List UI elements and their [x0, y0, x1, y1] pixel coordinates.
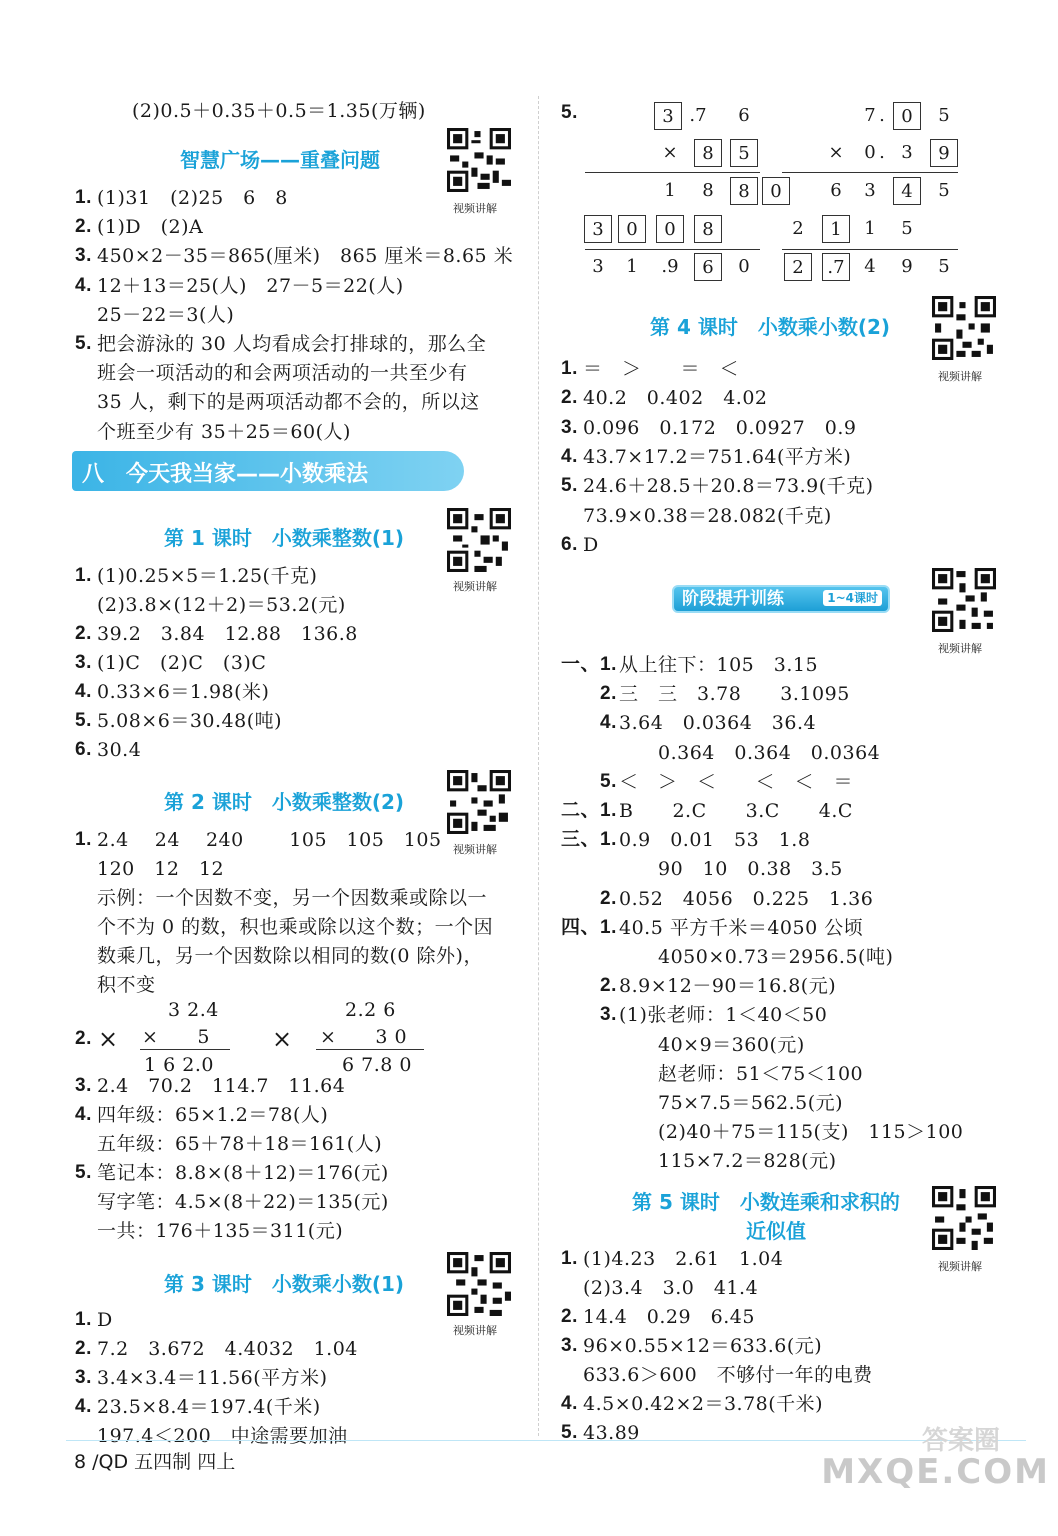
digit: 1 — [864, 218, 876, 239]
answer-line: 30.4 — [97, 739, 142, 761]
q-number: 3. — [561, 1335, 578, 1356]
footer-divider — [66, 1440, 1026, 1441]
qr-code-icon — [932, 568, 996, 632]
answer-line: 7.2 3.672 4.4032 1.04 — [97, 1338, 358, 1360]
digit: 5 — [901, 218, 913, 239]
answer-line: 633.6＞600 不够付一年的电费 — [583, 1364, 873, 1386]
answer-line: 450×2－35＝865(厘米) 865 厘米＝8.65 米 — [97, 245, 514, 268]
answer-line: 个不为 0 的数，积也乘或除以这个数；一个因 — [97, 916, 494, 938]
answer-line: 4.5×0.42×2＝3.78(千米) — [583, 1393, 824, 1415]
q-number: 四、1. — [561, 916, 617, 938]
digit: × — [828, 142, 844, 163]
answer-line: 43.7×17.2＝751.64(平方米) — [583, 445, 852, 468]
qr-label: 视频讲解 — [938, 1260, 982, 1273]
answer-line: 40×9＝360(元) — [619, 1033, 805, 1056]
answer-line: ＜ ＞ ＜ ＜ ＜ ＝ — [619, 770, 854, 793]
answer-line: (1)张老师：1＜40＜50 — [619, 1004, 828, 1027]
section-lesson-5: 第 5 课时 小数连乘和求积的 — [632, 1190, 900, 1214]
digit: 3 — [864, 180, 876, 201]
q-number: 2. — [561, 683, 617, 705]
qr-code-icon — [447, 508, 511, 572]
answer-line: 5.08×6＝30.48(吨) — [97, 710, 283, 732]
answer-line: 3.4×3.4＝11.56(平方米) — [97, 1367, 328, 1389]
digit: 3 — [901, 142, 913, 163]
digit: 9 — [901, 256, 913, 277]
watermark-logo: 答案圈 — [921, 1426, 1000, 1456]
q-number: 4. — [75, 681, 92, 702]
answer-line: 115×7.2＝828(元) — [619, 1150, 837, 1173]
digit: 5 — [938, 105, 950, 126]
q-number: 5. — [75, 333, 92, 354]
digit: 5 — [938, 180, 950, 201]
answer-line: 25－22＝3(人) — [97, 303, 235, 326]
unit-banner-title: 八 今天我当家——小数乘法 — [82, 462, 369, 487]
q-number: 4. — [75, 1104, 92, 1125]
answer-line: 14.4 0.29 6.45 — [583, 1306, 755, 1328]
answer-line: 4050×0.73＝2956.5(吨) — [619, 946, 894, 968]
calc-a-mul: × 5 — [142, 1026, 211, 1048]
digit: . — [879, 105, 885, 126]
q-number: 5. — [561, 770, 617, 792]
answer-line: (1)D (2)A — [97, 216, 204, 239]
calc-line — [585, 172, 760, 173]
column-divider — [538, 96, 539, 1436]
answer-line: 三 三 3.78 3.1095 — [619, 683, 850, 706]
digit: 0 — [738, 256, 750, 277]
stage-title: 阶段提升训练 — [682, 589, 784, 609]
answer-line: 个班至少有 35＋25＝60(人) — [97, 420, 351, 443]
answer-line: 40.2 0.402 4.02 — [583, 387, 768, 410]
answer-line: 197.4＜200 中途需要加油 — [97, 1425, 348, 1447]
qr-code-icon — [932, 1186, 996, 1250]
footer-page-info: 8 /QD 五四制 四上 — [74, 1451, 236, 1473]
wrong-mark: × — [98, 1025, 119, 1053]
top-line: (2)0.5＋0.35＋0.5＝1.35(万辆) — [132, 100, 426, 122]
answer-line: 12＋13＝25(人) 27－5＝22(人) — [97, 274, 404, 297]
q-number: 6. — [75, 739, 92, 760]
qr-label: 视频讲解 — [453, 843, 497, 856]
q-number: 3. — [75, 1367, 92, 1388]
digit: 1 — [664, 180, 676, 201]
section-lesson-4: 第 4 课时 小数乘小数(2) — [650, 315, 891, 339]
q-number: 1. — [561, 1248, 578, 1269]
answer-line: 75×7.5＝562.5(元) — [619, 1092, 844, 1114]
qr-code[interactable] — [447, 1252, 511, 1316]
section-lesson-5-cont: 近似值 — [746, 1219, 806, 1243]
answer-box[interactable]: 1 — [822, 215, 850, 243]
calc-line — [782, 172, 958, 173]
q-number: 2. — [75, 1028, 92, 1049]
answer-line: 数乘几，另一个因数除以相同的数(0 除外)， — [97, 945, 483, 967]
qr-label: 视频讲解 — [453, 202, 497, 215]
answer-line: 24.6＋28.5＋20.8＝73.9(千克) — [583, 475, 874, 498]
answer-line: 示例：一个因数不变，另一个因数乘或除以一 — [97, 887, 488, 909]
q-number: 2. — [75, 1338, 92, 1359]
qr-code[interactable] — [932, 296, 996, 360]
answer-box[interactable]: 8 — [730, 177, 758, 205]
answer-line: 四年级：65×1.2＝78(人) — [97, 1104, 329, 1126]
answer-box[interactable]: 5 — [730, 139, 758, 167]
answer-box[interactable]: .7 — [822, 253, 850, 281]
answer-box[interactable]: 8 — [694, 215, 722, 243]
q-number: 二、1. — [561, 800, 617, 821]
answer-line: (2)3.4 3.0 41.4 — [583, 1277, 759, 1299]
answer-line: 写字笔：4.5×(8＋22)＝135(元) — [97, 1191, 389, 1213]
answer-line: (2)3.8×(12＋2)＝53.2(元) — [97, 594, 346, 616]
wrong-mark: × — [272, 1025, 293, 1053]
digit: × — [662, 142, 678, 163]
qr-label: 视频讲解 — [453, 1324, 497, 1337]
calc-line — [782, 249, 958, 250]
answer-line: 40.5 平方千米＝4050 公顷 — [619, 916, 864, 939]
qr-code[interactable] — [447, 508, 511, 572]
q-number: 6. — [561, 533, 578, 555]
section-lesson-3: 第 3 课时 小数乘小数(1) — [164, 1272, 405, 1296]
digit: 5 — [938, 256, 950, 277]
digit: 8 — [702, 180, 714, 201]
qr-code-icon — [447, 128, 511, 192]
answer-box[interactable]: 0 — [618, 215, 646, 243]
answer-box[interactable]: 3 — [654, 102, 682, 130]
answer-line: 0.52 4056 0.225 1.36 — [619, 887, 874, 910]
answer-line: 把会游泳的 30 人均看成会打排球的，那么全 — [97, 333, 487, 355]
answer-line: 2.4 70.2 114.7 11.64 — [97, 1075, 346, 1097]
digit: 6 — [830, 180, 842, 201]
q-number: 1. — [75, 829, 92, 850]
answer-line: 0.364 0.364 0.0364 — [619, 741, 881, 764]
answer-box[interactable]: 0 — [656, 215, 684, 243]
digit: 6 — [738, 105, 750, 126]
q-number: 4. — [75, 274, 92, 296]
answer-line: B 2.C 3.C 4.C — [619, 800, 853, 822]
answer-line: 一共：176＋135＝311(元) — [97, 1220, 344, 1242]
answer-box[interactable]: 8 — [694, 139, 722, 167]
digit: 1 — [626, 256, 638, 277]
qr-code-icon — [447, 1252, 511, 1316]
answer-line: (2)40＋75＝115(支) 115＞100 — [619, 1121, 964, 1144]
q-number: 2. — [561, 887, 617, 909]
q-number: 5. — [561, 475, 578, 497]
q-number: 1. — [75, 1309, 92, 1330]
q-number: 2. — [75, 623, 92, 644]
q-number: 3. — [561, 1004, 617, 1026]
q-number: 1. — [561, 358, 578, 379]
answer-line: 35 人，剩下的是两项活动都不会的，所以这 — [97, 391, 480, 414]
q-number: 1. — [75, 565, 92, 586]
q-number: 3. — [75, 245, 92, 267]
section-zhihui: 智慧广场——重叠问题 — [180, 148, 380, 172]
stage-sub: 1~4课时 — [823, 590, 882, 606]
q-number: 2. — [75, 216, 92, 238]
q-number: 4. — [561, 445, 578, 467]
answer-line: 96×0.55×12＝633.6(元) — [583, 1335, 823, 1357]
qr-code[interactable] — [932, 1186, 996, 1250]
unit-banner — [72, 451, 464, 491]
answer-line: ＝ ＞ ＝ ＜ — [583, 358, 740, 380]
answer-line: (1)31 (2)25 6 8 — [97, 187, 288, 209]
answer-line: 73.9×0.38＝28.082(千克) — [583, 504, 832, 527]
qr-label: 视频讲解 — [938, 370, 982, 383]
answer-line: 从上往下：105 3.15 — [619, 654, 819, 676]
q-number: 2. — [561, 975, 617, 997]
stage-training-badge — [672, 585, 890, 613]
calc-b-mul: × 3 0 — [320, 1026, 408, 1048]
calc-b-line — [316, 1049, 424, 1050]
calc-b-top: 2.2 6 — [345, 999, 396, 1021]
digit: .7 — [689, 105, 707, 126]
digit: 2 — [792, 218, 804, 239]
calc-b-result: 6 7.8 0 — [342, 1054, 412, 1076]
calc-a-top: 3 2.4 — [168, 999, 219, 1021]
answer-line: 班会一项活动的和会两项活动的一共至少有 — [97, 362, 468, 385]
qr-label: 视频讲解 — [453, 580, 497, 593]
digit: 0 — [864, 142, 876, 163]
answer-line: D — [97, 1309, 113, 1331]
answer-line: (1)4.23 2.61 1.04 — [583, 1248, 784, 1270]
answer-box[interactable]: 0 — [893, 102, 921, 130]
answer-box[interactable]: 0 — [762, 177, 790, 205]
qr-code[interactable] — [447, 770, 511, 834]
qr-code-icon — [447, 770, 511, 834]
q-number: 5. — [561, 1422, 578, 1443]
answer-line: 90 10 0.38 3.5 — [619, 858, 843, 881]
digit: .9 — [661, 256, 679, 277]
answer-line: 120 12 12 — [97, 858, 225, 880]
answer-box[interactable]: 6 — [694, 253, 722, 281]
q-number: 5. — [75, 710, 92, 731]
digit: 4 — [864, 256, 876, 277]
q-number: 一、1. — [561, 654, 617, 675]
answer-line: 8.9×12－90＝16.8(元) — [619, 975, 837, 998]
answer-line: 23.5×8.4＝197.4(千米) — [97, 1396, 321, 1418]
q-number: 三、1. — [561, 829, 617, 851]
calc-line — [585, 249, 760, 250]
answer-line: D — [583, 533, 599, 556]
calc-a-result: 1 6 2.0 — [144, 1054, 214, 1076]
q-number: 5. — [75, 1162, 92, 1183]
answer-box[interactable]: 3 — [584, 215, 612, 243]
answer-line: 笔记本：8.8×(8＋12)＝176(元) — [97, 1162, 389, 1184]
q-number: 2. — [561, 1306, 578, 1327]
answer-line: 39.2 3.84 12.88 136.8 — [97, 623, 358, 645]
q-number: 4. — [561, 712, 617, 734]
digit: 7 — [864, 105, 876, 126]
answer-line: 0.33×6＝1.98(米) — [97, 681, 270, 703]
q-number: 4. — [561, 1393, 578, 1414]
q-number: 2. — [561, 387, 578, 409]
answer-line: 五年级：65＋78＋18＝161(人) — [97, 1133, 383, 1155]
answer-box[interactable]: 9 — [930, 139, 958, 167]
section-lesson-1: 第 1 课时 小数乘整数(1) — [164, 526, 405, 550]
answer-box[interactable]: 2 — [784, 253, 812, 281]
calc-a-line — [140, 1049, 230, 1050]
q-number: 4. — [75, 1396, 92, 1417]
qr-label: 视频讲解 — [938, 642, 982, 655]
qr-code-icon — [932, 296, 996, 360]
answer-line: (1)C (2)C (3)C — [97, 652, 267, 674]
answer-line: 0.096 0.172 0.0927 0.9 — [583, 416, 857, 439]
section-lesson-2: 第 2 课时 小数乘整数(2) — [164, 790, 405, 814]
answer-line: 赵老师：51＜75＜100 — [619, 1062, 864, 1085]
digit: . — [879, 142, 885, 163]
q-number: 5. — [561, 102, 578, 123]
q-number: 3. — [75, 1075, 92, 1096]
answer-line: (1)0.25×5＝1.25(千克) — [97, 565, 318, 587]
answer-line: 3.64 0.0364 36.4 — [619, 712, 817, 735]
answer-line: 2.4 24 240 105 105 105 — [97, 829, 442, 851]
watermark: MXQE.COM — [821, 1452, 1050, 1492]
answer-line: 43.89 — [583, 1422, 640, 1444]
answer-line: 积不变 — [97, 974, 156, 996]
q-number: 3. — [75, 652, 92, 673]
q-number: 3. — [561, 416, 578, 438]
answer-box[interactable]: 4 — [893, 177, 921, 205]
answer-line: 0.9 0.01 53 1.8 — [619, 829, 811, 852]
q-number: 1. — [75, 187, 92, 208]
qr-code[interactable] — [932, 568, 996, 632]
digit: 3 — [592, 256, 604, 277]
qr-code[interactable] — [447, 128, 511, 192]
